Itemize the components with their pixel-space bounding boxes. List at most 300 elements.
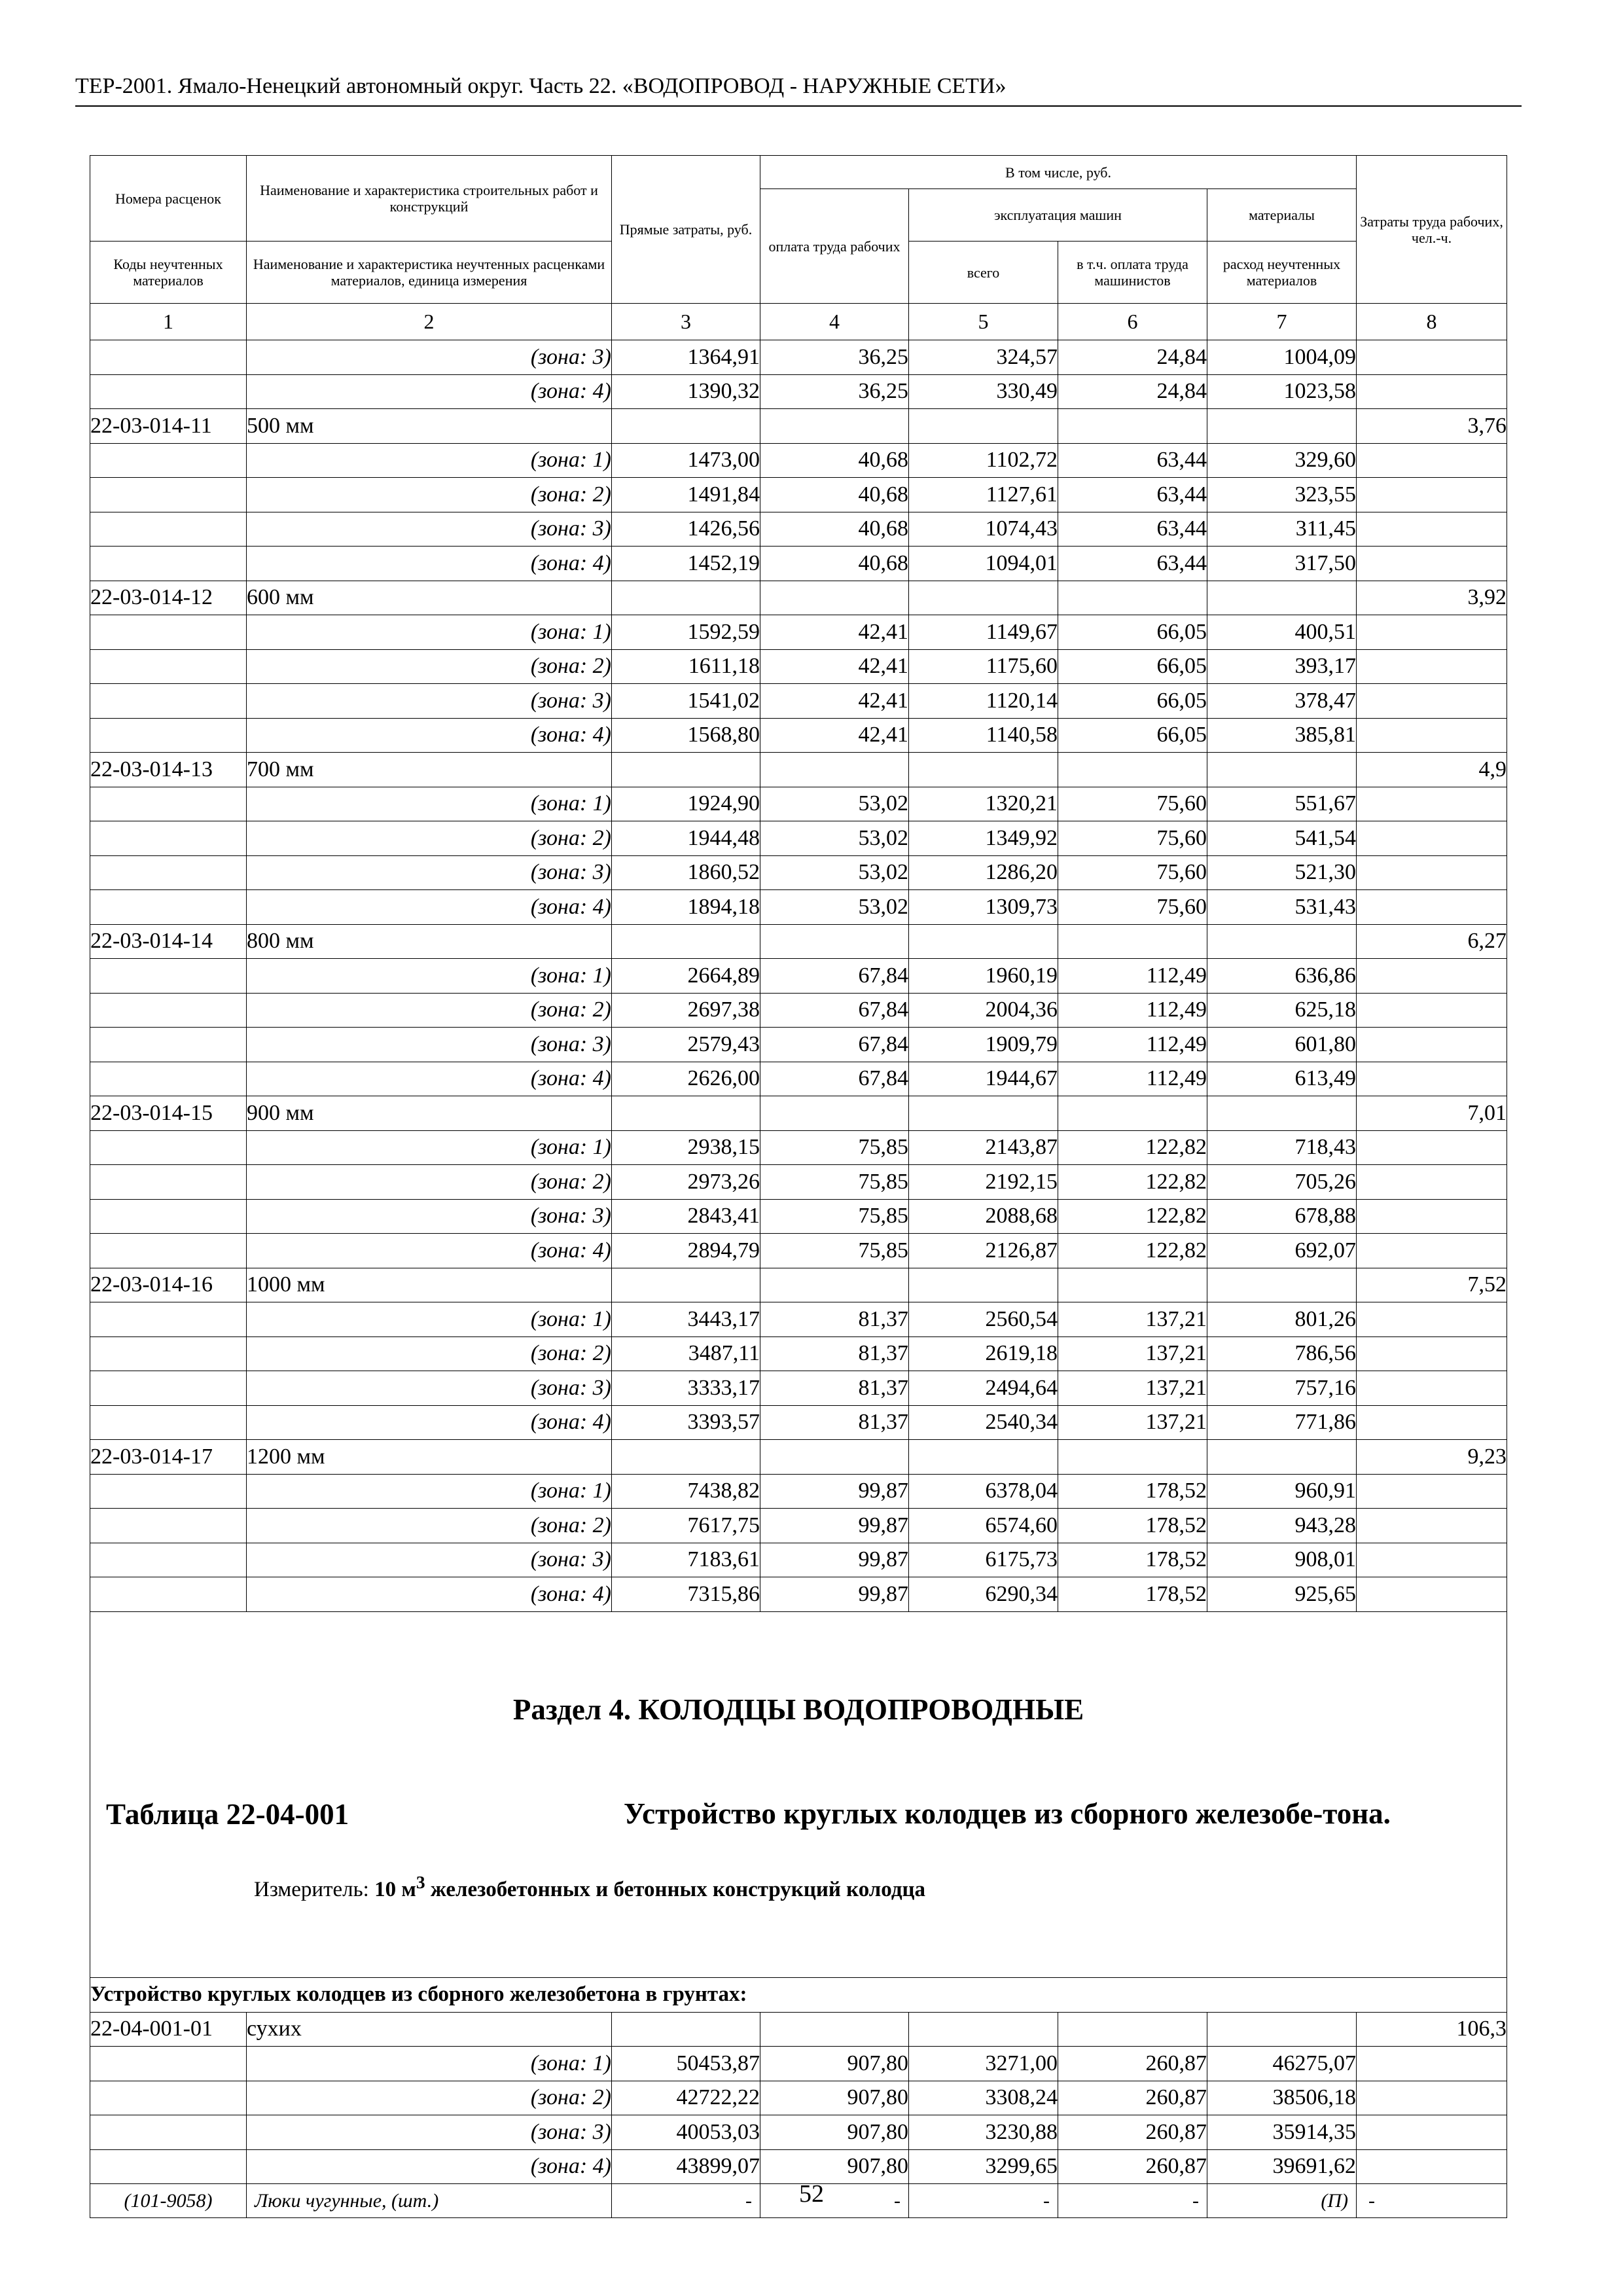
value-c5: 6290,34: [909, 1577, 1058, 1612]
value-c5: 2004,36: [909, 993, 1058, 1028]
value-c3: 7617,75: [612, 1509, 760, 1543]
rate-code: 22-03-014-17: [90, 1440, 247, 1475]
table-label: Таблица 22-04-001: [106, 1797, 349, 1831]
value-c5: 1149,67: [909, 615, 1058, 650]
table-description: Устройство круглых колодцев из сборного железобе-тона.: [624, 1797, 1391, 1830]
value-c6: 112,49: [1058, 1062, 1207, 1096]
value-c6: 66,05: [1058, 718, 1207, 753]
table-row: [90, 1062, 1507, 1096]
code-cell: [90, 1405, 247, 1440]
value-c7: 636,86: [1207, 959, 1357, 994]
value-c5: 1094,01: [909, 547, 1058, 581]
value-c6: 24,84: [1058, 340, 1207, 375]
rate-row: [90, 409, 1507, 444]
value-c4: 99,87: [760, 1509, 909, 1543]
value-c3: 1473,00: [612, 443, 760, 478]
rate-row: [90, 1096, 1507, 1131]
zone-label: (зона: 4): [247, 1577, 612, 1612]
rate-name: 900 мм: [247, 1096, 612, 1131]
column-number: 7: [1207, 304, 1357, 340]
rate-code: 22-03-014-15: [90, 1096, 247, 1131]
empty-cell: [612, 2012, 760, 2047]
rate-row: [90, 1440, 1507, 1475]
table-row: [90, 2081, 1507, 2115]
table-row: [90, 1474, 1507, 1509]
zone-label: (зона: 4): [247, 2149, 612, 2184]
table-row: [90, 959, 1507, 994]
code-cell: [90, 1130, 247, 1165]
value-c7: 378,47: [1207, 684, 1357, 719]
value-c7: 385,81: [1207, 718, 1357, 753]
code-cell: [90, 1234, 247, 1268]
value-c5: 6378,04: [909, 1474, 1058, 1509]
value-c7: 35914,35: [1207, 2115, 1357, 2150]
value-c6: 63,44: [1058, 443, 1207, 478]
materials-header: материалы: [1207, 189, 1357, 242]
value-c4: 42,41: [760, 718, 909, 753]
value-c6: 112,49: [1058, 1028, 1207, 1062]
value-c7: 551,67: [1207, 787, 1357, 821]
table-row: [90, 1234, 1507, 1268]
table-row: [90, 1371, 1507, 1406]
value-c6: 75,60: [1058, 890, 1207, 925]
value-c4: 53,02: [760, 890, 909, 925]
value-c3: 1491,84: [612, 478, 760, 512]
zone-label: (зона: 2): [247, 478, 612, 512]
table-row: [90, 787, 1507, 821]
column-number: 1: [90, 304, 247, 340]
labor-cell: [1357, 1474, 1507, 1509]
code-cell: [90, 1336, 247, 1371]
zone-label: (зона: 2): [247, 1509, 612, 1543]
table-row: [90, 615, 1507, 650]
value-c7: 531,43: [1207, 890, 1357, 925]
material-name: Люки чугунные, (шт.): [247, 2184, 612, 2218]
labor-value: 4,9: [1357, 753, 1507, 787]
code-cell: [90, 718, 247, 753]
value-c3: 7315,86: [612, 1577, 760, 1612]
value-c3: 1541,02: [612, 684, 760, 719]
empty-cell: [760, 409, 909, 444]
rate-code: 22-03-014-13: [90, 753, 247, 787]
value-c5: 1320,21: [909, 787, 1058, 821]
col1-header-top: Номера расценок: [90, 156, 247, 242]
empty-cell: [760, 924, 909, 959]
zone-label: (зона: 3): [247, 1028, 612, 1062]
value-c7: 943,28: [1207, 1509, 1357, 1543]
zone-label: (зона: 1): [247, 787, 612, 821]
value-c7: 786,56: [1207, 1336, 1357, 1371]
zone-label: (зона: 2): [247, 1336, 612, 1371]
column-number: 2: [247, 304, 612, 340]
value-c6: 137,21: [1058, 1371, 1207, 1406]
labor-cell: [1357, 512, 1507, 547]
code-cell: [90, 547, 247, 581]
value-c6: 260,87: [1058, 2047, 1207, 2081]
value-c5: 2088,68: [909, 1199, 1058, 1234]
code-cell: [90, 959, 247, 994]
value-c6: 122,82: [1058, 1165, 1207, 1200]
value-c6: 178,52: [1058, 1543, 1207, 1577]
code-cell: [90, 890, 247, 925]
material-c5: -: [909, 2184, 1058, 2218]
value-c6: 63,44: [1058, 512, 1207, 547]
value-c4: 81,37: [760, 1336, 909, 1371]
code-cell: [90, 2115, 247, 2150]
value-c7: 393,17: [1207, 649, 1357, 684]
value-c6: 178,52: [1058, 1577, 1207, 1612]
labor-cell: [1357, 1199, 1507, 1234]
value-c5: 1309,73: [909, 890, 1058, 925]
value-c5: 3271,00: [909, 2047, 1058, 2081]
rate-name: 500 мм: [247, 409, 612, 444]
col8-header: Затраты труда рабочих, чел.-ч.: [1357, 156, 1507, 304]
value-c3: 2697,38: [612, 993, 760, 1028]
empty-cell: [612, 409, 760, 444]
rate-code: 22-03-014-12: [90, 581, 247, 615]
code-cell: [90, 2081, 247, 2115]
value-c5: 6574,60: [909, 1509, 1058, 1543]
value-c4: 81,37: [760, 1371, 909, 1406]
value-c7: 925,65: [1207, 1577, 1357, 1612]
page-number: 52: [799, 2180, 824, 2208]
rate-code: 22-03-014-11: [90, 409, 247, 444]
empty-cell: [1058, 1096, 1207, 1131]
value-c7: 39691,62: [1207, 2149, 1357, 2184]
table-row: [90, 890, 1507, 925]
empty-cell: [1207, 1096, 1357, 1131]
value-c4: 53,02: [760, 787, 909, 821]
zone-label: (зона: 4): [247, 1062, 612, 1096]
value-c5: 2126,87: [909, 1234, 1058, 1268]
labor-cell: [1357, 374, 1507, 409]
value-c4: 40,68: [760, 478, 909, 512]
labor-cell: [1357, 2047, 1507, 2081]
value-c4: 81,37: [760, 1302, 909, 1337]
value-c5: 2540,34: [909, 1405, 1058, 1440]
value-c3: 1944,48: [612, 821, 760, 856]
value-c6: 66,05: [1058, 615, 1207, 650]
col2-header-bottom: Наименование и характеристика неучтенных расценками материалов, единица измерения: [247, 242, 612, 304]
value-c4: 42,41: [760, 649, 909, 684]
labor-value: 106,3: [1357, 2012, 1507, 2047]
empty-cell: [612, 753, 760, 787]
col3-header: Прямые затраты, руб.: [612, 156, 760, 304]
labor-cell: [1357, 718, 1507, 753]
table-row: [90, 512, 1507, 547]
value-c7: 541,54: [1207, 821, 1357, 856]
value-c5: 2619,18: [909, 1336, 1058, 1371]
table-row: [90, 1577, 1507, 1612]
value-c6: 137,21: [1058, 1405, 1207, 1440]
empty-cell: [1207, 2012, 1357, 2047]
value-c5: 1127,61: [909, 478, 1058, 512]
code-cell: [90, 443, 247, 478]
value-c4: 75,85: [760, 1234, 909, 1268]
code-cell: [90, 1028, 247, 1062]
value-c5: 1120,14: [909, 684, 1058, 719]
value-c3: 2579,43: [612, 1028, 760, 1062]
table-row: [90, 1336, 1507, 1371]
table-row: [90, 1130, 1507, 1165]
rate-row: [90, 924, 1507, 959]
value-c3: 2626,00: [612, 1062, 760, 1096]
code-cell: [90, 374, 247, 409]
zone-label: (зона: 1): [247, 1130, 612, 1165]
value-c7: 329,60: [1207, 443, 1357, 478]
empty-cell: [612, 1096, 760, 1131]
code-cell: [90, 340, 247, 375]
rate-row: [90, 753, 1507, 787]
value-c5: 3308,24: [909, 2081, 1058, 2115]
value-c7: 311,45: [1207, 512, 1357, 547]
value-c4: 907,80: [760, 2149, 909, 2184]
value-c3: 2894,79: [612, 1234, 760, 1268]
code-cell: [90, 993, 247, 1028]
empty-cell: [1058, 409, 1207, 444]
table-row: [90, 2047, 1507, 2081]
value-c4: 67,84: [760, 1062, 909, 1096]
labor-cell: [1357, 1130, 1507, 1165]
empty-cell: [1058, 1440, 1207, 1475]
value-c5: 1909,79: [909, 1028, 1058, 1062]
table-row: [90, 1509, 1507, 1543]
value-c4: 75,85: [760, 1165, 909, 1200]
value-c4: 99,87: [760, 1543, 909, 1577]
value-c7: 400,51: [1207, 615, 1357, 650]
table-row: [90, 993, 1507, 1028]
column-number: 5: [909, 304, 1058, 340]
value-c4: 907,80: [760, 2047, 909, 2081]
empty-cell: [612, 1268, 760, 1302]
value-c6: 178,52: [1058, 1509, 1207, 1543]
value-c4: 40,68: [760, 443, 909, 478]
value-c7: 38506,18: [1207, 2081, 1357, 2115]
labor-cell: [1357, 547, 1507, 581]
labor-value: 3,76: [1357, 409, 1507, 444]
value-c5: 1140,58: [909, 718, 1058, 753]
code-cell: [90, 615, 247, 650]
value-c3: 43899,07: [612, 2149, 760, 2184]
column-number: 4: [760, 304, 909, 340]
table-row: [90, 649, 1507, 684]
empty-cell: [909, 753, 1058, 787]
rate-name: 600 мм: [247, 581, 612, 615]
rate-name: 800 мм: [247, 924, 612, 959]
value-c5: 330,49: [909, 374, 1058, 409]
value-c4: 42,41: [760, 684, 909, 719]
code-cell: [90, 1165, 247, 1200]
table-row: [90, 821, 1507, 856]
empty-cell: [1207, 581, 1357, 615]
value-c7: 705,26: [1207, 1165, 1357, 1200]
value-c5: 2192,15: [909, 1165, 1058, 1200]
value-c4: 40,68: [760, 547, 909, 581]
value-c6: 63,44: [1058, 478, 1207, 512]
value-c7: 1004,09: [1207, 340, 1357, 375]
empty-cell: [1207, 753, 1357, 787]
table-row: [90, 1405, 1507, 1440]
labor-value: 6,27: [1357, 924, 1507, 959]
col5-header: всего: [909, 242, 1058, 304]
value-c6: 178,52: [1058, 1474, 1207, 1509]
labor-cell: [1357, 993, 1507, 1028]
value-c7: 692,07: [1207, 1234, 1357, 1268]
code-cell: [90, 649, 247, 684]
empty-cell: [1207, 409, 1357, 444]
value-c6: 24,84: [1058, 374, 1207, 409]
value-c6: 260,87: [1058, 2149, 1207, 2184]
zone-label: (зона: 2): [247, 1165, 612, 1200]
code-cell: [90, 1474, 247, 1509]
value-c6: 112,49: [1058, 993, 1207, 1028]
value-c6: 137,21: [1058, 1302, 1207, 1337]
empty-cell: [760, 753, 909, 787]
col2-header-top: Наименование и характеристика строительных работ и конструкций: [247, 156, 612, 242]
code-cell: [90, 1543, 247, 1577]
table-row: [90, 855, 1507, 890]
zone-label: (зона: 4): [247, 890, 612, 925]
col7-header: расход неучтенных материалов: [1207, 242, 1357, 304]
zone-label: (зона: 3): [247, 1543, 612, 1577]
value-c3: 3487,11: [612, 1336, 760, 1371]
zone-label: (зона: 3): [247, 855, 612, 890]
labor-cell: [1357, 340, 1507, 375]
value-c6: 122,82: [1058, 1130, 1207, 1165]
rate-row: [90, 581, 1507, 615]
labor-cell: [1357, 2149, 1507, 2184]
value-c7: 718,43: [1207, 1130, 1357, 1165]
zone-label: (зона: 3): [247, 512, 612, 547]
col1-header-bottom: Коды неучтенных материалов: [90, 242, 247, 304]
table-row: [90, 1028, 1507, 1062]
labor-cell: [1357, 1302, 1507, 1337]
table-row: [90, 1199, 1507, 1234]
labor-cell: [1357, 615, 1507, 650]
rate-name: 1200 мм: [247, 1440, 612, 1475]
table-row: [90, 2115, 1507, 2150]
value-c4: 67,84: [760, 993, 909, 1028]
value-c5: 2143,87: [909, 1130, 1058, 1165]
rate-code: 22-03-014-16: [90, 1268, 247, 1302]
labor-cell: [1357, 1371, 1507, 1406]
code-cell: [90, 787, 247, 821]
labor-value: 7,52: [1357, 1268, 1507, 1302]
zone-label: (зона: 2): [247, 2081, 612, 2115]
code-cell: [90, 512, 247, 547]
value-c3: 1860,52: [612, 855, 760, 890]
value-c3: 3443,17: [612, 1302, 760, 1337]
labor-cell: [1357, 855, 1507, 890]
table-row: [90, 718, 1507, 753]
value-c3: 2938,15: [612, 1130, 760, 1165]
value-c4: 99,87: [760, 1474, 909, 1509]
value-c3: 3333,17: [612, 1371, 760, 1406]
labor-cell: [1357, 959, 1507, 994]
code-cell: [90, 1062, 247, 1096]
labor-cell: [1357, 1234, 1507, 1268]
zone-label: (зона: 1): [247, 959, 612, 994]
empty-cell: [760, 1096, 909, 1131]
value-c7: 613,49: [1207, 1062, 1357, 1096]
value-c6: 75,60: [1058, 787, 1207, 821]
rate-code: 22-03-014-14: [90, 924, 247, 959]
value-c7: 625,18: [1207, 993, 1357, 1028]
labor-cell: [1357, 1543, 1507, 1577]
meter-line: Измеритель: 10 $м^3$ железобетонных и бетонных конструкций колодца: [254, 1871, 926, 1901]
zone-label: (зона: 4): [247, 374, 612, 409]
labor-cell: [1357, 1577, 1507, 1612]
col4-header: оплата труда рабочих: [760, 189, 909, 304]
empty-cell: [1207, 924, 1357, 959]
zone-label: (зона: 4): [247, 1234, 612, 1268]
value-c3: 1611,18: [612, 649, 760, 684]
labor-cell: [1357, 1336, 1507, 1371]
value-c6: 122,82: [1058, 1234, 1207, 1268]
value-c5: 324,57: [909, 340, 1058, 375]
value-c5: 1175,60: [909, 649, 1058, 684]
price-table: [90, 155, 1507, 2218]
table-row: [90, 1543, 1507, 1577]
zone-label: (зона: 1): [247, 615, 612, 650]
labor-cell: [1357, 649, 1507, 684]
zone-label: (зона: 4): [247, 547, 612, 581]
empty-cell: [1058, 581, 1207, 615]
value-c3: 2664,89: [612, 959, 760, 994]
value-c3: 1592,59: [612, 615, 760, 650]
zone-label: (зона: 2): [247, 821, 612, 856]
code-cell: [90, 855, 247, 890]
empty-cell: [1058, 1268, 1207, 1302]
material-c4: -: [760, 2184, 909, 2218]
zone-label: (зона: 1): [247, 443, 612, 478]
material-c3: -: [612, 2184, 760, 2218]
value-c3: 1452,19: [612, 547, 760, 581]
value-c7: 801,26: [1207, 1302, 1357, 1337]
zone-label: (зона: 3): [247, 1371, 612, 1406]
value-c4: 907,80: [760, 2081, 909, 2115]
empty-cell: [909, 924, 1058, 959]
page-header: ТЕР-2001. Ямало-Ненецкий автономный округ. Часть 22. «ВОДОПРОВОД - НАРУЖНЫЕ СЕТИ»: [75, 74, 1007, 98]
table-row: [90, 547, 1507, 581]
value-c4: 907,80: [760, 2115, 909, 2150]
table-row: [90, 1165, 1507, 1200]
labor-cell: [1357, 2115, 1507, 2150]
empty-cell: [909, 2012, 1058, 2047]
group-header: В том числе, руб.: [760, 156, 1357, 189]
value-c5: 1349,92: [909, 821, 1058, 856]
column-number: 8: [1357, 304, 1507, 340]
value-c7: 678,88: [1207, 1199, 1357, 1234]
material-c7: (П): [1207, 2184, 1357, 2218]
value-c7: 46275,07: [1207, 2047, 1357, 2081]
labor-cell: [1357, 478, 1507, 512]
value-c5: 2560,54: [909, 1302, 1058, 1337]
empty-cell: [760, 1268, 909, 1302]
machines-header: эксплуатация машин: [909, 189, 1207, 242]
code-cell: [90, 1371, 247, 1406]
labor-cell: [1357, 787, 1507, 821]
section-block: [90, 1611, 1507, 1977]
empty-cell: [612, 924, 760, 959]
labor-cell: [1357, 443, 1507, 478]
labor-value: 3,92: [1357, 581, 1507, 615]
value-c5: 3299,65: [909, 2149, 1058, 2184]
empty-cell: [1058, 924, 1207, 959]
value-c5: 1960,19: [909, 959, 1058, 994]
rate-row: [90, 1268, 1507, 1302]
value-c7: 323,55: [1207, 478, 1357, 512]
